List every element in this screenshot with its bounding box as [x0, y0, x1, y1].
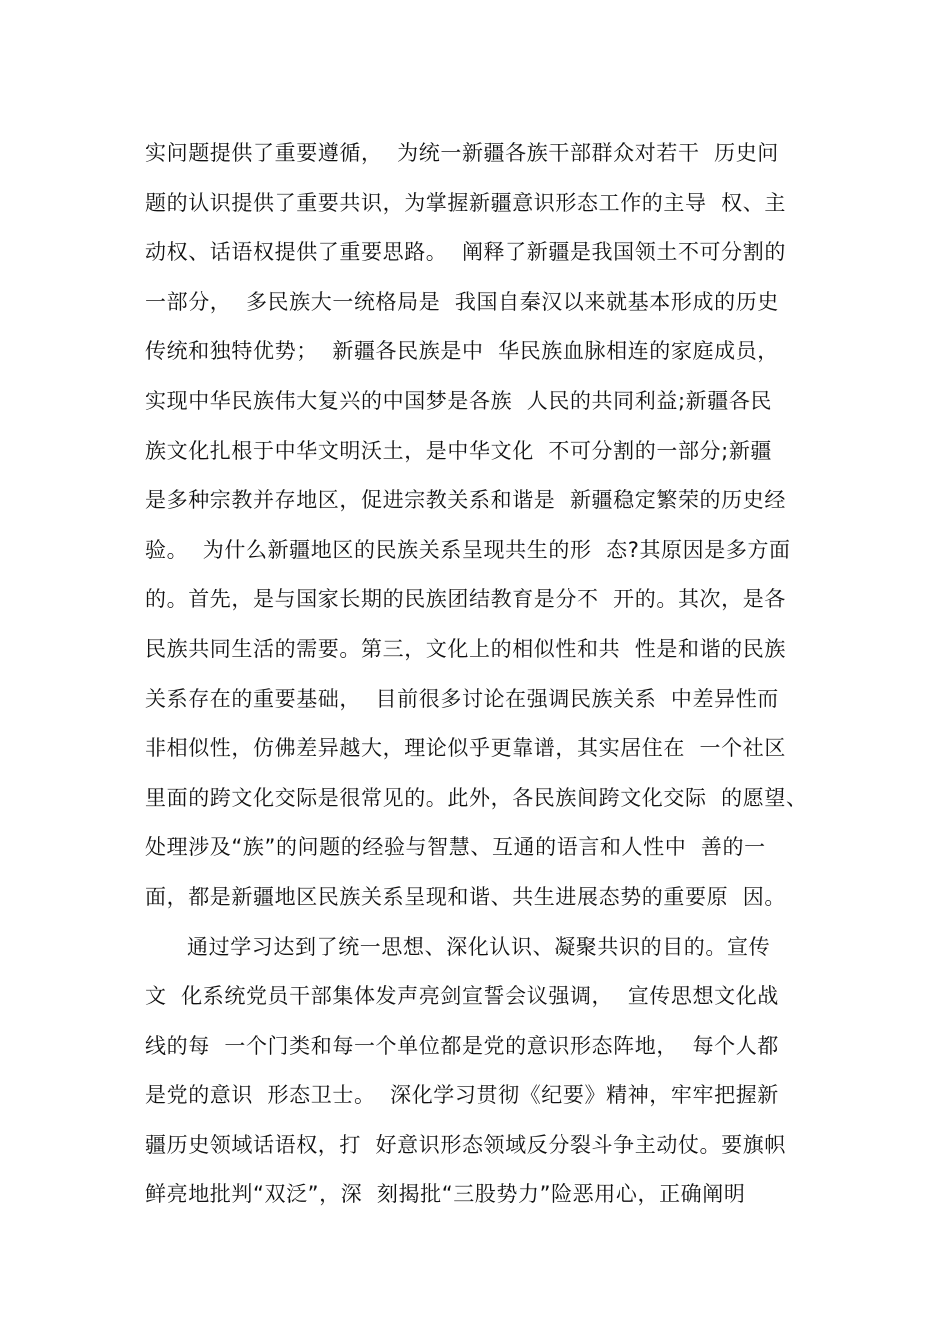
text-line: 非相似性，仿佛差异越大，理论似乎更靠谱，其实居住在 一个社区 [145, 736, 786, 761]
text-line: 一部分， 多民族大一统格局是 我国自秦汉以来就基本形成的历史 [145, 289, 779, 314]
text-line: 实问题提供了重要遵循， 为统一新疆各族干部群众对若干 历史问 [145, 141, 779, 165]
text-line: 线的每 一个门类和每一个单位都是党的意识形态阵地， 每个人都 [145, 1033, 779, 1058]
text-line: 处理涉及“族”的问题的经验与智慧、互通的语言和人性中 善的一 [145, 835, 766, 860]
text-line: 动权、话语权提供了重要思路。 阐释了新疆是我国领土不可分割的 [145, 240, 786, 265]
text-line: 验。 为什么新疆地区的民族关系呈现共生的形 态?其原因是多方面 [145, 537, 791, 562]
text-line: 传统和独特优势； 新疆各民族是中 华民族血脉相连的家庭成员， [145, 339, 779, 364]
text-line: 面，都是新疆地区民族关系呈现和谐、共生进展态势的重要原 因。 [145, 884, 786, 909]
text-line: 民族共同生活的需要。第三，文化上的相似性和共 性是和谐的民族 [145, 636, 786, 661]
text-line: 是多种宗教并存地区，促进宗教关系和谐是 新疆稳定繁荣的历史经 [145, 488, 786, 513]
text-line: 疆历史领域话语权，打 好意识形态领域反分裂斗争主动仗。要旗帜 [145, 1132, 786, 1157]
text-line: 鲜亮地批判“双泛”，深 刻揭批“三股势力”险恶用心，正确阐明 [145, 1182, 746, 1207]
text-line: 实现中华民族伟大复兴的中国梦是各族 人民的共同利益;新疆各民 [145, 388, 773, 413]
text-line: 里面的跨文化交际是很常见的。此外，各民族间跨文化交际 的愿望、 [145, 785, 808, 810]
body-text [145, 137, 825, 1228]
text-line: 的。首先，是与国家长期的民族团结教育是分不 开的。其次，是各 [145, 587, 786, 612]
text-line: 文 化系统党员干部集体发声亮剑宣誓会议强调， 宣传思想文化战 [145, 984, 779, 1009]
text-line: 是党的意识 形态卫士。 深化学习贯彻《纪要》精神，牢牢把握新 [145, 1083, 779, 1108]
text-line: 关系存在的重要基础， 目前很多讨论在强调民族关系 中差异性而 [145, 686, 779, 711]
text-line: 题的认识提供了重要共识，为掌握新疆意识形态工作的主导 权、主 [145, 190, 786, 215]
paragraph-start-line: 通过学习达到了统一思想、深化认识、凝聚共识的目的。宣传 [187, 934, 771, 959]
text-line: 族文化扎根于中华文明沃土，是中华文化 不可分割的一部分;新疆 [145, 438, 773, 463]
